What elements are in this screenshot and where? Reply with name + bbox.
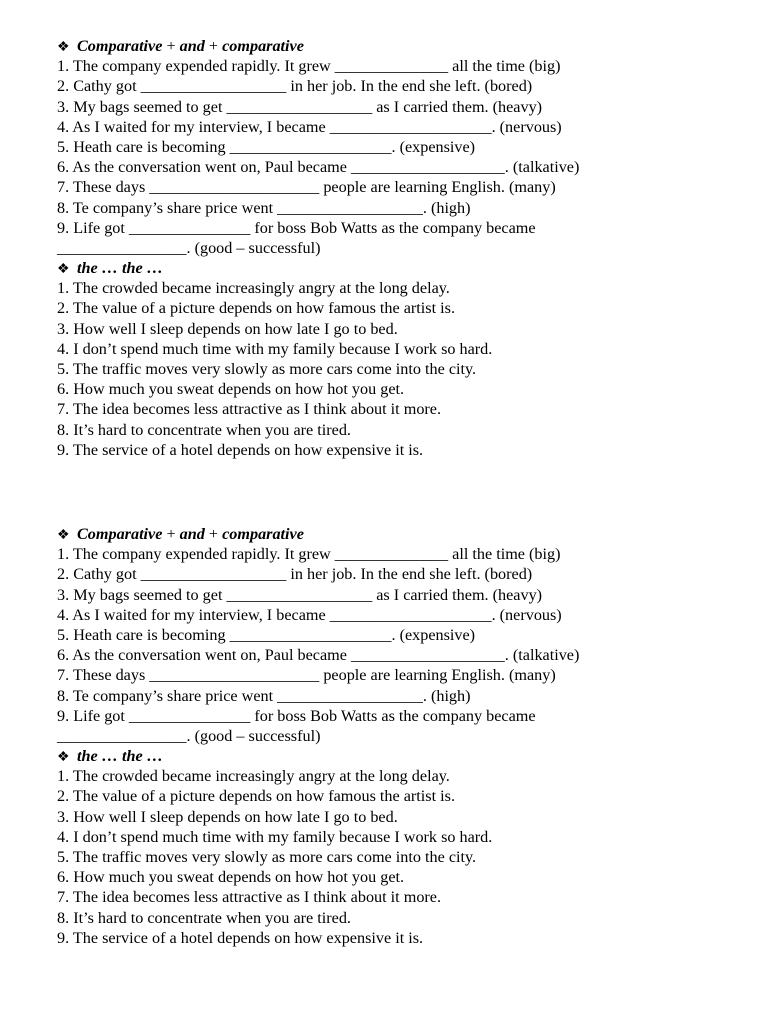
- exercise-item: 9. The service of a hotel depends on how expensive it is.: [57, 928, 424, 947]
- diamond-bullet-icon: ❖: [57, 262, 70, 278]
- section-heading-the-the: ❖ the … the …: [57, 258, 757, 278]
- exercise-item-continuation: ________________. (good – successful): [57, 726, 321, 745]
- exercise-item: 4. As I waited for my interview, I became ____________________. (nervous): [57, 605, 562, 624]
- exercise-item: 1. The company expended rapidly. It grew ______________ all the time (big): [57, 57, 561, 76]
- exercise-item: 6. How much you sweat depends on how hot you get.: [57, 380, 405, 399]
- exercise-item: 8. It’s hard to concentrate when you are tired.: [57, 420, 351, 439]
- exercise-item-continuation: ________________. (good – successful): [57, 238, 321, 257]
- exercise-item: 4. I don’t spend much time with my family because I work so hard.: [57, 827, 493, 846]
- exercise-item: 5. The traffic moves very slowly as more cars come into the city.: [57, 848, 477, 866]
- exercise-item: 2. Cathy got __________________ in her job. In the end she left. (bored): [57, 565, 533, 584]
- section-heading-comparative: ❖ Comparative + and + comparative: [57, 36, 757, 56]
- exercise-item: 2. The value of a picture depends on how famous the artist is.: [57, 299, 455, 318]
- exercise-item: 9. Life got _______________ for boss Bob Watts as the company became: [57, 218, 536, 237]
- exercise-item: 7. These days _____________________ people are learning English. (many): [57, 666, 556, 685]
- exercise-item: 9. The service of a hotel depends on how expensive it is.: [57, 440, 424, 459]
- exercise-item: 2. Cathy got __________________ in her job. In the end she left. (bored): [57, 77, 533, 96]
- diamond-bullet-icon: ❖: [57, 40, 70, 55]
- exercise-item: 4. As I waited for my interview, I became ____________________. (nervous): [57, 117, 562, 136]
- exercise-item: 1. The company expended rapidly. It grew ______________ all the time (big): [57, 545, 561, 564]
- exercise-item: 3. How well I sleep depends on how late I go to bed.: [57, 319, 398, 338]
- section-heading-comparative: ❖ Comparative + and + comparative: [57, 524, 757, 544]
- diamond-bullet-icon: ❖: [57, 528, 70, 543]
- exercise-item: 7. The idea becomes less attractive as I think about it more.: [57, 888, 442, 907]
- exercise-item: 8. It’s hard to concentrate when you are tired.: [57, 908, 351, 927]
- exercise-item: 6. As the conversation went on, Paul became ___________________. (talkative): [57, 158, 580, 177]
- exercise-item: 5. The traffic moves very slowly as more cars come into the city.: [57, 360, 477, 378]
- exercise-item: 2. The value of a picture depends on how famous the artist is.: [57, 787, 455, 806]
- exercise-item: 9. Life got _______________ for boss Bob Watts as the company became: [57, 706, 536, 725]
- exercise-item: 7. The idea becomes less attractive as I think about it more.: [57, 400, 442, 419]
- exercise-item: 4. I don’t spend much time with my family because I work so hard.: [57, 339, 493, 358]
- diamond-bullet-icon: ❖: [57, 750, 70, 766]
- exercise-item: 8. Te company’s share price went __________________. (high): [57, 686, 471, 705]
- exercise-item: 1. The crowded became increasingly angry at the long delay.: [57, 767, 450, 786]
- exercise-item: 3. How well I sleep depends on how late I go to bed.: [57, 807, 398, 826]
- exercise-item: 7. These days _____________________ people are learning English. (many): [57, 178, 556, 197]
- exercise-item: 6. As the conversation went on, Paul became ___________________. (talkative): [57, 646, 580, 665]
- exercise-item: 1. The crowded became increasingly angry at the long delay.: [57, 279, 450, 298]
- exercise-item: 8. Te company’s share price went __________________. (high): [57, 198, 471, 217]
- exercise-item: 3. My bags seemed to get __________________ as I carried them. (heavy): [57, 97, 543, 116]
- section-heading-the-the: ❖ the … the …: [57, 746, 757, 766]
- worksheet-copy-2: [57, 524, 757, 948]
- exercise-item: 3. My bags seemed to get __________________ as I carried them. (heavy): [57, 585, 543, 604]
- exercise-item: 6. How much you sweat depends on how hot you get.: [57, 868, 405, 887]
- worksheet-copy-1: [57, 36, 757, 460]
- exercise-item: 5. Heath care is becoming ____________________. (expensive): [57, 625, 476, 644]
- exercise-item: 5. Heath care is becoming ____________________. (expensive): [57, 137, 476, 156]
